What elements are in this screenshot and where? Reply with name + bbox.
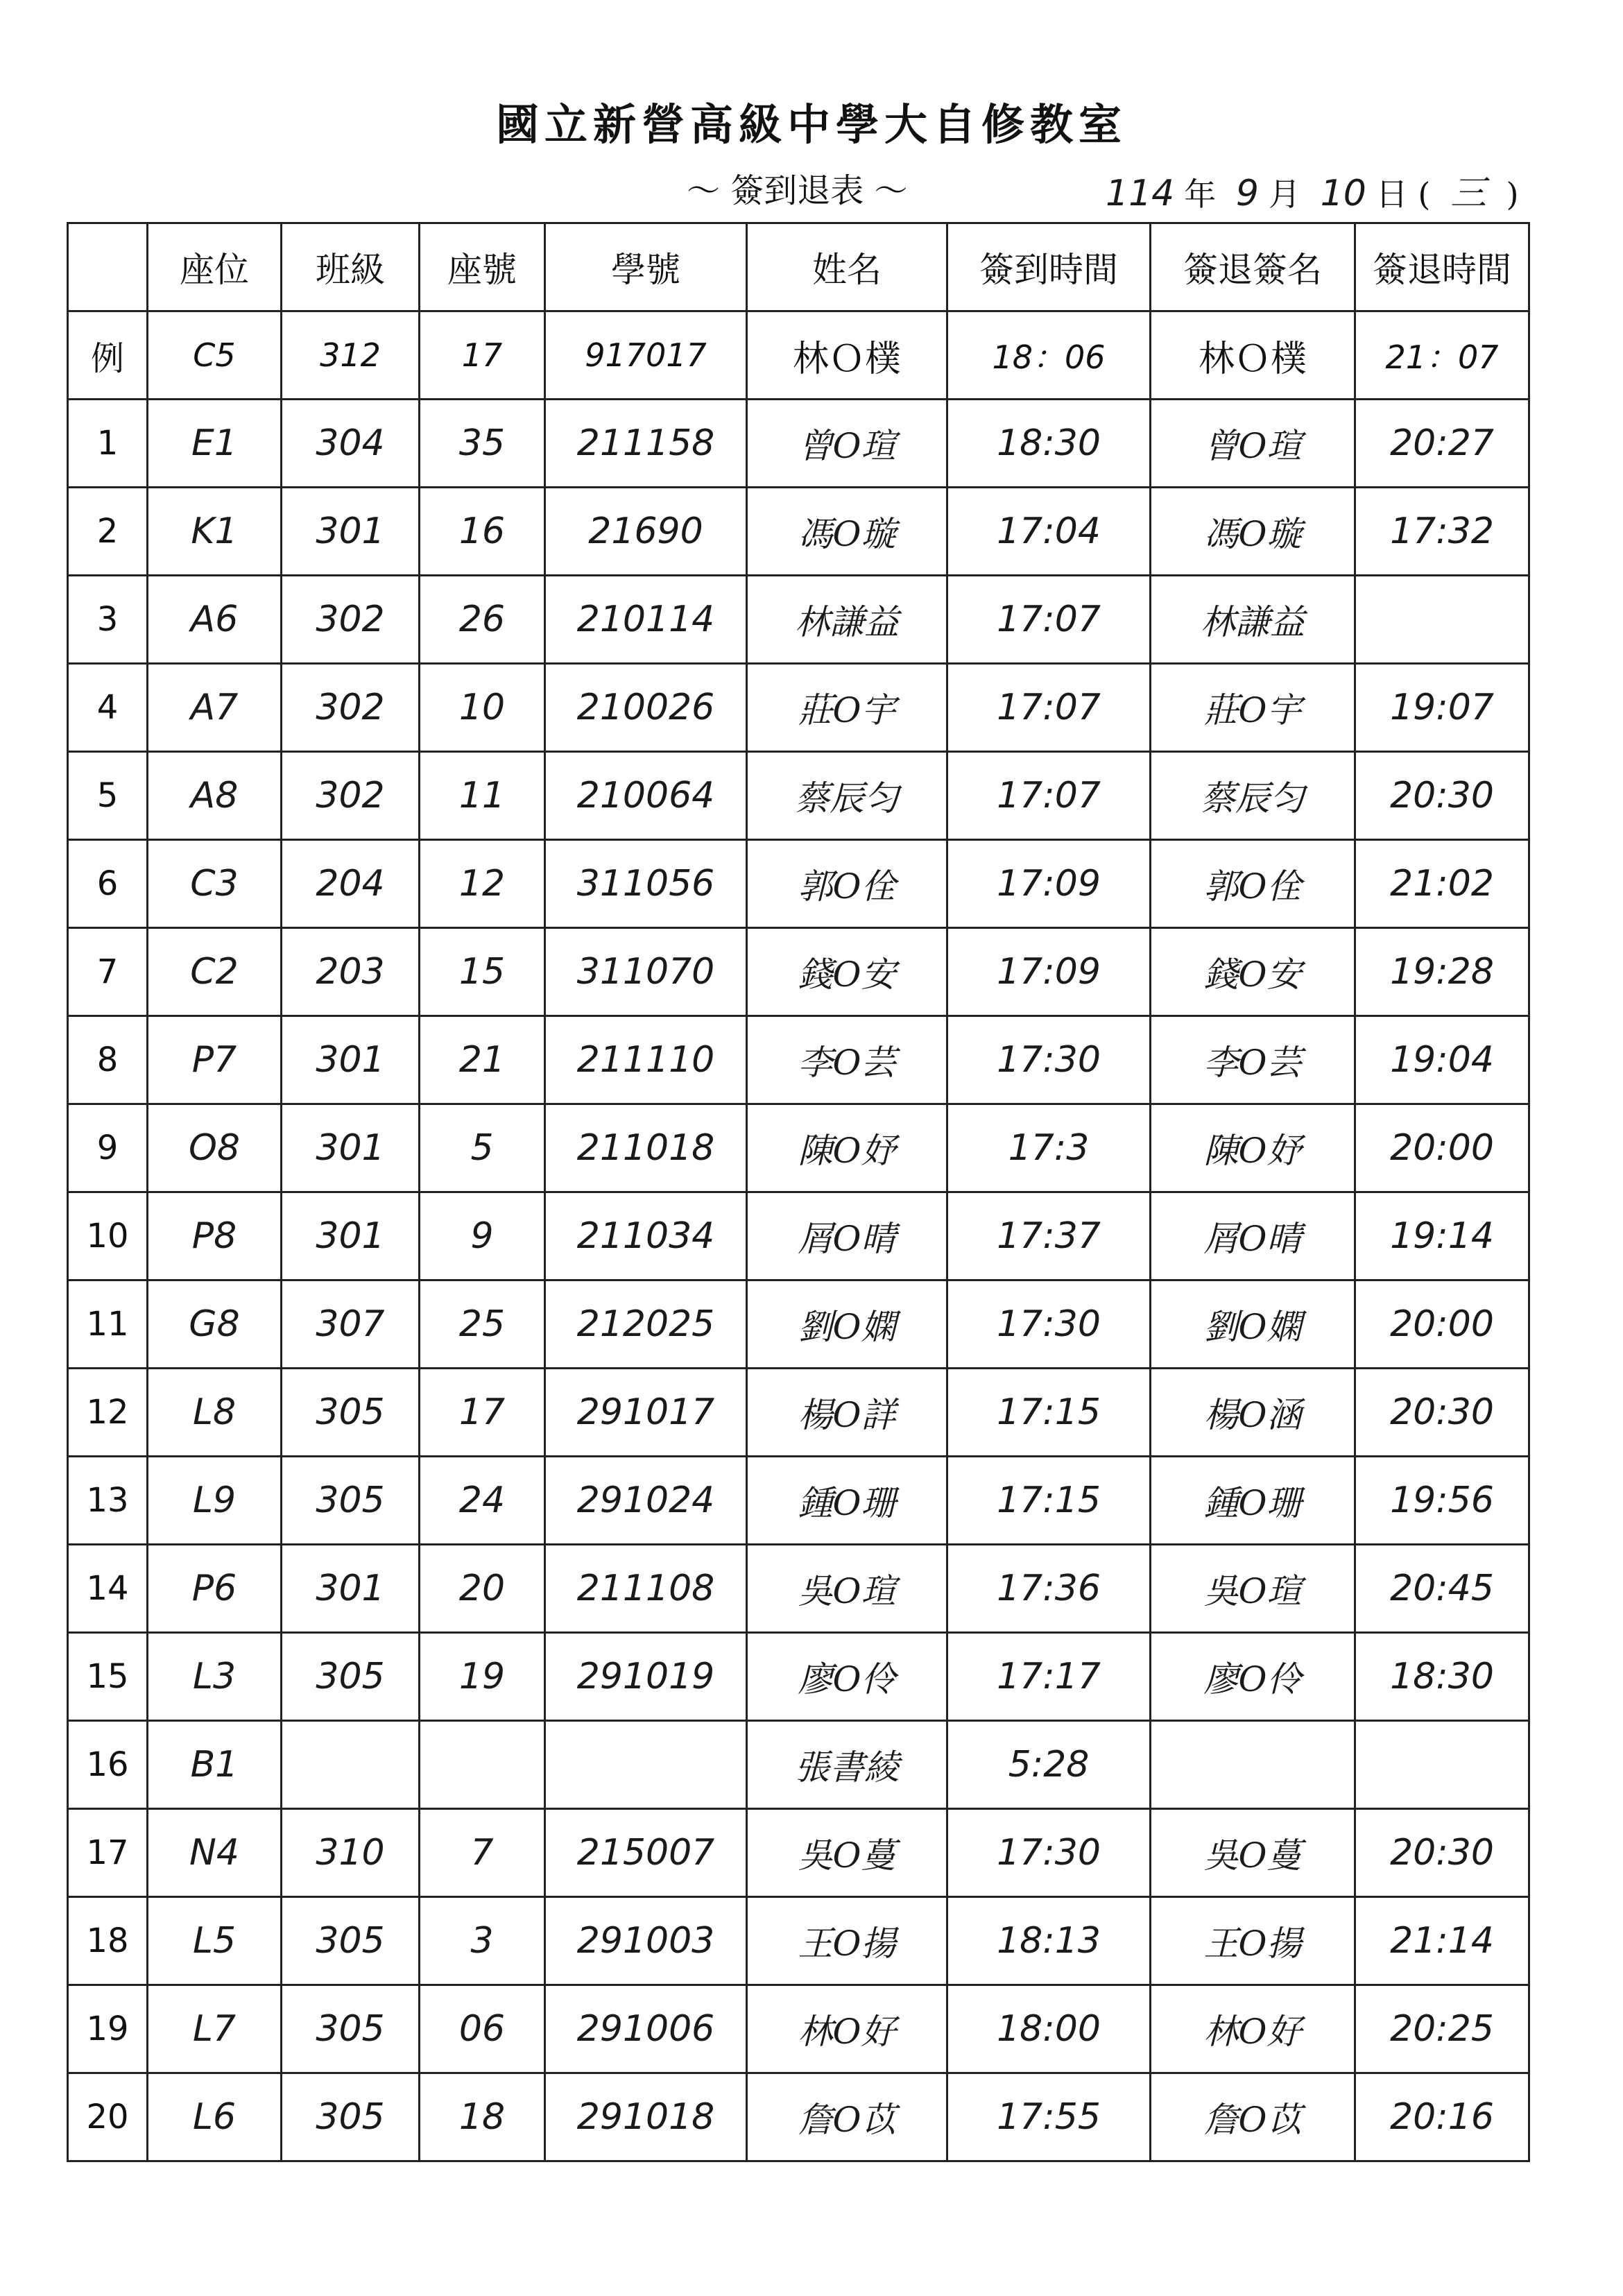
student-id-cell: 211110 [545, 1016, 747, 1104]
row-number: 14 [68, 1545, 148, 1633]
sign-out-time-cell [1355, 1721, 1529, 1809]
sign-in-time-cell: 18:13 [947, 1897, 1151, 1985]
row-number: 7 [68, 928, 148, 1016]
table-row [68, 2073, 1529, 2161]
sign-out-signature-cell: 楊O涵 [1151, 1369, 1355, 1457]
sign-in-time-cell: 17:09 [947, 928, 1151, 1016]
seat-number-cell: 25 [420, 1280, 545, 1369]
date-year: 114 [1106, 173, 1175, 214]
sign-out-time-cell: 20:16 [1355, 2073, 1529, 2161]
row-number: 6 [68, 840, 148, 928]
class-cell: 305 [282, 1457, 420, 1545]
table-row [68, 1104, 1529, 1192]
sign-out-signature-cell: 曾O瑄 [1151, 400, 1355, 488]
sign-in-table [67, 222, 1530, 2162]
table-row [68, 1369, 1529, 1457]
seat-cell: L6 [148, 2073, 282, 2161]
name-signature-cell: 詹O苡 [747, 2073, 947, 2161]
sign-out-time-cell: 20:27 [1355, 400, 1529, 488]
example-seat-number: 17 [420, 311, 545, 400]
student-id-cell: 311056 [545, 840, 747, 928]
date-year-label: 年 [1184, 175, 1217, 213]
student-id-cell: 21690 [545, 488, 747, 576]
table-row [68, 1633, 1529, 1721]
name-signature-cell: 林謙益 [747, 576, 947, 664]
sign-out-signature-cell: 吳O蔓 [1151, 1809, 1355, 1897]
sign-in-time-cell: 5:28 [947, 1721, 1151, 1809]
sign-out-signature-cell: 鍾O珊 [1151, 1457, 1355, 1545]
student-id-cell: 291017 [545, 1369, 747, 1457]
column-header-name: 姓名 [747, 223, 947, 311]
class-cell: 305 [282, 1369, 420, 1457]
table-row [68, 928, 1529, 1016]
sign-out-signature-cell: 錢O安 [1151, 928, 1355, 1016]
sign-out-signature-cell [1151, 1721, 1355, 1809]
seat-cell: L8 [148, 1369, 282, 1457]
seat-number-cell: 10 [420, 664, 545, 752]
seat-cell: E1 [148, 400, 282, 488]
student-id-cell: 311070 [545, 928, 747, 1016]
name-signature-cell: 王O揚 [747, 1897, 947, 1985]
sign-out-signature-cell: 王O揚 [1151, 1897, 1355, 1985]
name-signature-cell: 劉O嫻 [747, 1280, 947, 1369]
sign-in-time-cell: 17:36 [947, 1545, 1151, 1633]
sign-in-time-cell: 17:09 [947, 840, 1151, 928]
student-id-cell: 291018 [545, 2073, 747, 2161]
row-number: 19 [68, 1985, 148, 2073]
class-cell: 301 [282, 1192, 420, 1280]
example-name: 林Ｏ樸 [747, 311, 947, 400]
row-number: 17 [68, 1809, 148, 1897]
sign-in-time-cell: 17:3 [947, 1104, 1151, 1192]
seat-number-cell: 15 [420, 928, 545, 1016]
class-cell: 204 [282, 840, 420, 928]
student-id-cell: 211158 [545, 400, 747, 488]
seat-number-cell: 12 [420, 840, 545, 928]
student-id-cell: 211018 [545, 1104, 747, 1192]
table-row [68, 400, 1529, 488]
sign-out-signature-cell: 林O好 [1151, 1985, 1355, 2073]
sign-out-signature-cell: 陳O妤 [1151, 1104, 1355, 1192]
student-id-cell: 291003 [545, 1897, 747, 1985]
example-sign-in-time: 18：06 [947, 311, 1151, 400]
seat-number-cell: 3 [420, 1897, 545, 1985]
sign-in-time-cell: 17:07 [947, 752, 1151, 840]
example-sign-out-time: 21：07 [1355, 311, 1529, 400]
table-row [68, 1016, 1529, 1104]
example-label: 例 [68, 311, 148, 400]
sign-out-time-cell: 20:25 [1355, 1985, 1529, 2073]
column-header-sign-out-signature: 簽退簽名 [1151, 223, 1355, 311]
student-id-cell: 215007 [545, 1809, 747, 1897]
class-cell: 305 [282, 1897, 420, 1985]
seat-number-cell: 16 [420, 488, 545, 576]
row-number: 12 [68, 1369, 148, 1457]
example-row [68, 311, 1529, 400]
column-header-seat-number: 座號 [420, 223, 545, 311]
sign-out-signature-cell: 吳O瑄 [1151, 1545, 1355, 1633]
seat-cell: P8 [148, 1192, 282, 1280]
seat-cell: L9 [148, 1457, 282, 1545]
sign-out-time-cell: 20:30 [1355, 1809, 1529, 1897]
seat-number-cell: 06 [420, 1985, 545, 2073]
sign-out-time-cell: 20:45 [1355, 1545, 1529, 1633]
example-seat: C5 [148, 311, 282, 400]
class-cell: 301 [282, 488, 420, 576]
date-month-label: 月 [1268, 175, 1300, 213]
table-row [68, 664, 1529, 752]
table-row [68, 1897, 1529, 1985]
seat-cell: L5 [148, 1897, 282, 1985]
row-number: 18 [68, 1897, 148, 1985]
seat-number-cell: 5 [420, 1104, 545, 1192]
sign-out-signature-cell: 郭O佺 [1151, 840, 1355, 928]
sign-out-time-cell: 19:28 [1355, 928, 1529, 1016]
table-row [68, 1280, 1529, 1369]
class-cell: 305 [282, 2073, 420, 2161]
sign-in-time-cell: 17:37 [947, 1192, 1151, 1280]
sign-out-signature-cell: 詹O苡 [1151, 2073, 1355, 2161]
seat-number-cell: 18 [420, 2073, 545, 2161]
seat-cell: A8 [148, 752, 282, 840]
name-signature-cell: 馮O璇 [747, 488, 947, 576]
student-id-cell: 291024 [545, 1457, 747, 1545]
table-row [68, 752, 1529, 840]
class-cell: 302 [282, 664, 420, 752]
form-date [1096, 164, 1519, 216]
sign-out-time-cell: 20:30 [1355, 752, 1529, 840]
student-id-cell: 291006 [545, 1985, 747, 2073]
seat-number-cell: 7 [420, 1809, 545, 1897]
row-number: 15 [68, 1633, 148, 1721]
sign-in-time-cell: 17:07 [947, 664, 1151, 752]
name-signature-cell: 李O芸 [747, 1016, 947, 1104]
sign-out-time-cell: 21:02 [1355, 840, 1529, 928]
name-signature-cell: 鍾O珊 [747, 1457, 947, 1545]
example-sign-out-signature: 林Ｏ樸 [1151, 311, 1355, 400]
column-header-index [68, 223, 148, 311]
column-header-sign-out-time: 簽退時間 [1355, 223, 1529, 311]
sign-out-signature-cell: 屑O晴 [1151, 1192, 1355, 1280]
table-row [68, 1809, 1529, 1897]
row-number: 9 [68, 1104, 148, 1192]
column-header-student-id: 學號 [545, 223, 747, 311]
sign-in-time-cell: 17:30 [947, 1809, 1151, 1897]
table-row [68, 1457, 1529, 1545]
class-cell: 304 [282, 400, 420, 488]
name-signature-cell: 郭O佺 [747, 840, 947, 928]
name-signature-cell: 屑O晴 [747, 1192, 947, 1280]
example-student-id: 917017 [545, 311, 747, 400]
table-row [68, 840, 1529, 928]
class-cell: 302 [282, 576, 420, 664]
table-row [68, 1192, 1529, 1280]
row-number: 4 [68, 664, 148, 752]
name-signature-cell: 蔡辰匀 [747, 752, 947, 840]
page-title: 國立新營高級中學大自修教室 [495, 99, 1127, 150]
row-number: 11 [68, 1280, 148, 1369]
seat-cell: C2 [148, 928, 282, 1016]
student-id-cell: 210064 [545, 752, 747, 840]
table-row [68, 488, 1529, 576]
seat-cell: P7 [148, 1016, 282, 1104]
seat-cell: G8 [148, 1280, 282, 1369]
sign-in-time-cell: 17:30 [947, 1280, 1151, 1369]
sign-out-time-cell: 20:00 [1355, 1104, 1529, 1192]
name-signature-cell: 陳O妤 [747, 1104, 947, 1192]
seat-cell: A7 [148, 664, 282, 752]
table-row [68, 1985, 1529, 2073]
table-header-row [68, 223, 1529, 311]
name-signature-cell: 錢O安 [747, 928, 947, 1016]
row-number: 16 [68, 1721, 148, 1809]
date-day: 10 [1320, 173, 1366, 214]
seat-cell: B1 [148, 1721, 282, 1809]
row-number: 20 [68, 2073, 148, 2161]
sign-out-time-cell: 19:14 [1355, 1192, 1529, 1280]
row-number: 13 [68, 1457, 148, 1545]
class-cell: 203 [282, 928, 420, 1016]
class-cell: 310 [282, 1809, 420, 1897]
date-month: 9 [1235, 173, 1259, 214]
row-number: 1 [68, 400, 148, 488]
seat-number-cell: 11 [420, 752, 545, 840]
seat-number-cell: 24 [420, 1457, 545, 1545]
sign-in-time-cell: 18:00 [947, 1985, 1151, 2073]
sign-out-signature-cell: 蔡辰匀 [1151, 752, 1355, 840]
class-cell: 301 [282, 1016, 420, 1104]
date-weekday-close: ) [1506, 175, 1519, 213]
sign-out-time-cell: 17:32 [1355, 488, 1529, 576]
class-cell: 301 [282, 1545, 420, 1633]
form-subtitle: ～ 簽到退表 ～ [687, 171, 908, 210]
seat-cell: O8 [148, 1104, 282, 1192]
student-id-cell: 211108 [545, 1545, 747, 1633]
name-signature-cell: 吳O瑄 [747, 1545, 947, 1633]
row-number: 10 [68, 1192, 148, 1280]
sign-out-time-cell: 19:04 [1355, 1016, 1529, 1104]
sign-out-signature-cell: 廖O伶 [1151, 1633, 1355, 1721]
class-cell: 305 [282, 1633, 420, 1721]
student-id-cell: 211034 [545, 1192, 747, 1280]
class-cell: 305 [282, 1985, 420, 2073]
sign-in-time-cell: 17:17 [947, 1633, 1151, 1721]
sign-in-time-cell: 17:15 [947, 1457, 1151, 1545]
seat-cell: L3 [148, 1633, 282, 1721]
row-number: 8 [68, 1016, 148, 1104]
seat-cell: L7 [148, 1985, 282, 2073]
sign-in-time-cell: 17:30 [947, 1016, 1151, 1104]
class-cell [282, 1721, 420, 1809]
sign-in-time-cell: 17:04 [947, 488, 1151, 576]
table-row [68, 1721, 1529, 1809]
sign-in-time-cell: 17:55 [947, 2073, 1151, 2161]
seat-cell: P6 [148, 1545, 282, 1633]
date-weekday-open: ( [1418, 175, 1431, 213]
student-id-cell: 212025 [545, 1280, 747, 1369]
sign-out-time-cell: 21:14 [1355, 1897, 1529, 1985]
class-cell: 301 [282, 1104, 420, 1192]
name-signature-cell: 曾O瑄 [747, 400, 947, 488]
table-row [68, 1545, 1529, 1633]
seat-number-cell: 9 [420, 1192, 545, 1280]
sign-out-signature-cell: 林謙益 [1151, 576, 1355, 664]
name-signature-cell: 林O好 [747, 1985, 947, 2073]
date-weekday: 三 [1450, 173, 1486, 214]
sign-out-time-cell: 19:07 [1355, 664, 1529, 752]
sign-out-time-cell: 20:00 [1355, 1280, 1529, 1369]
sign-out-signature-cell: 李O芸 [1151, 1016, 1355, 1104]
example-class: 312 [282, 311, 420, 400]
name-signature-cell: 莊O宇 [747, 664, 947, 752]
sign-out-signature-cell: 馮O璇 [1151, 488, 1355, 576]
name-signature-cell: 吳O蔓 [747, 1809, 947, 1897]
table-row [68, 576, 1529, 664]
row-number: 5 [68, 752, 148, 840]
class-cell: 302 [282, 752, 420, 840]
sign-out-signature-cell: 劉O嫻 [1151, 1280, 1355, 1369]
row-number: 3 [68, 576, 148, 664]
column-header-class: 班級 [282, 223, 420, 311]
student-id-cell: 291019 [545, 1633, 747, 1721]
seat-cell: A6 [148, 576, 282, 664]
column-header-seat: 座位 [148, 223, 282, 311]
student-id-cell: 210114 [545, 576, 747, 664]
sign-in-time-cell: 18:30 [947, 400, 1151, 488]
seat-cell: N4 [148, 1809, 282, 1897]
name-signature-cell: 楊O詳 [747, 1369, 947, 1457]
seat-number-cell: 19 [420, 1633, 545, 1721]
sign-in-time-cell: 17:07 [947, 576, 1151, 664]
column-header-sign-in-time: 簽到時間 [947, 223, 1151, 311]
seat-number-cell: 20 [420, 1545, 545, 1633]
sign-out-time-cell: 18:30 [1355, 1633, 1529, 1721]
seat-number-cell [420, 1721, 545, 1809]
seat-number-cell: 17 [420, 1369, 545, 1457]
sign-out-signature-cell: 莊O宇 [1151, 664, 1355, 752]
name-signature-cell: 廖O伶 [747, 1633, 947, 1721]
seat-cell: K1 [148, 488, 282, 576]
seat-cell: C3 [148, 840, 282, 928]
class-cell: 307 [282, 1280, 420, 1369]
name-signature-cell: 張書綾 [747, 1721, 947, 1809]
seat-number-cell: 35 [420, 400, 545, 488]
sign-in-time-cell: 17:15 [947, 1369, 1151, 1457]
sign-out-time-cell: 20:30 [1355, 1369, 1529, 1457]
row-number: 2 [68, 488, 148, 576]
seat-number-cell: 26 [420, 576, 545, 664]
sign-out-time-cell: 19:56 [1355, 1457, 1529, 1545]
seat-number-cell: 21 [420, 1016, 545, 1104]
student-id-cell [545, 1721, 747, 1809]
sign-out-time-cell [1355, 576, 1529, 664]
date-day-label: 日 [1375, 175, 1408, 213]
student-id-cell: 210026 [545, 664, 747, 752]
